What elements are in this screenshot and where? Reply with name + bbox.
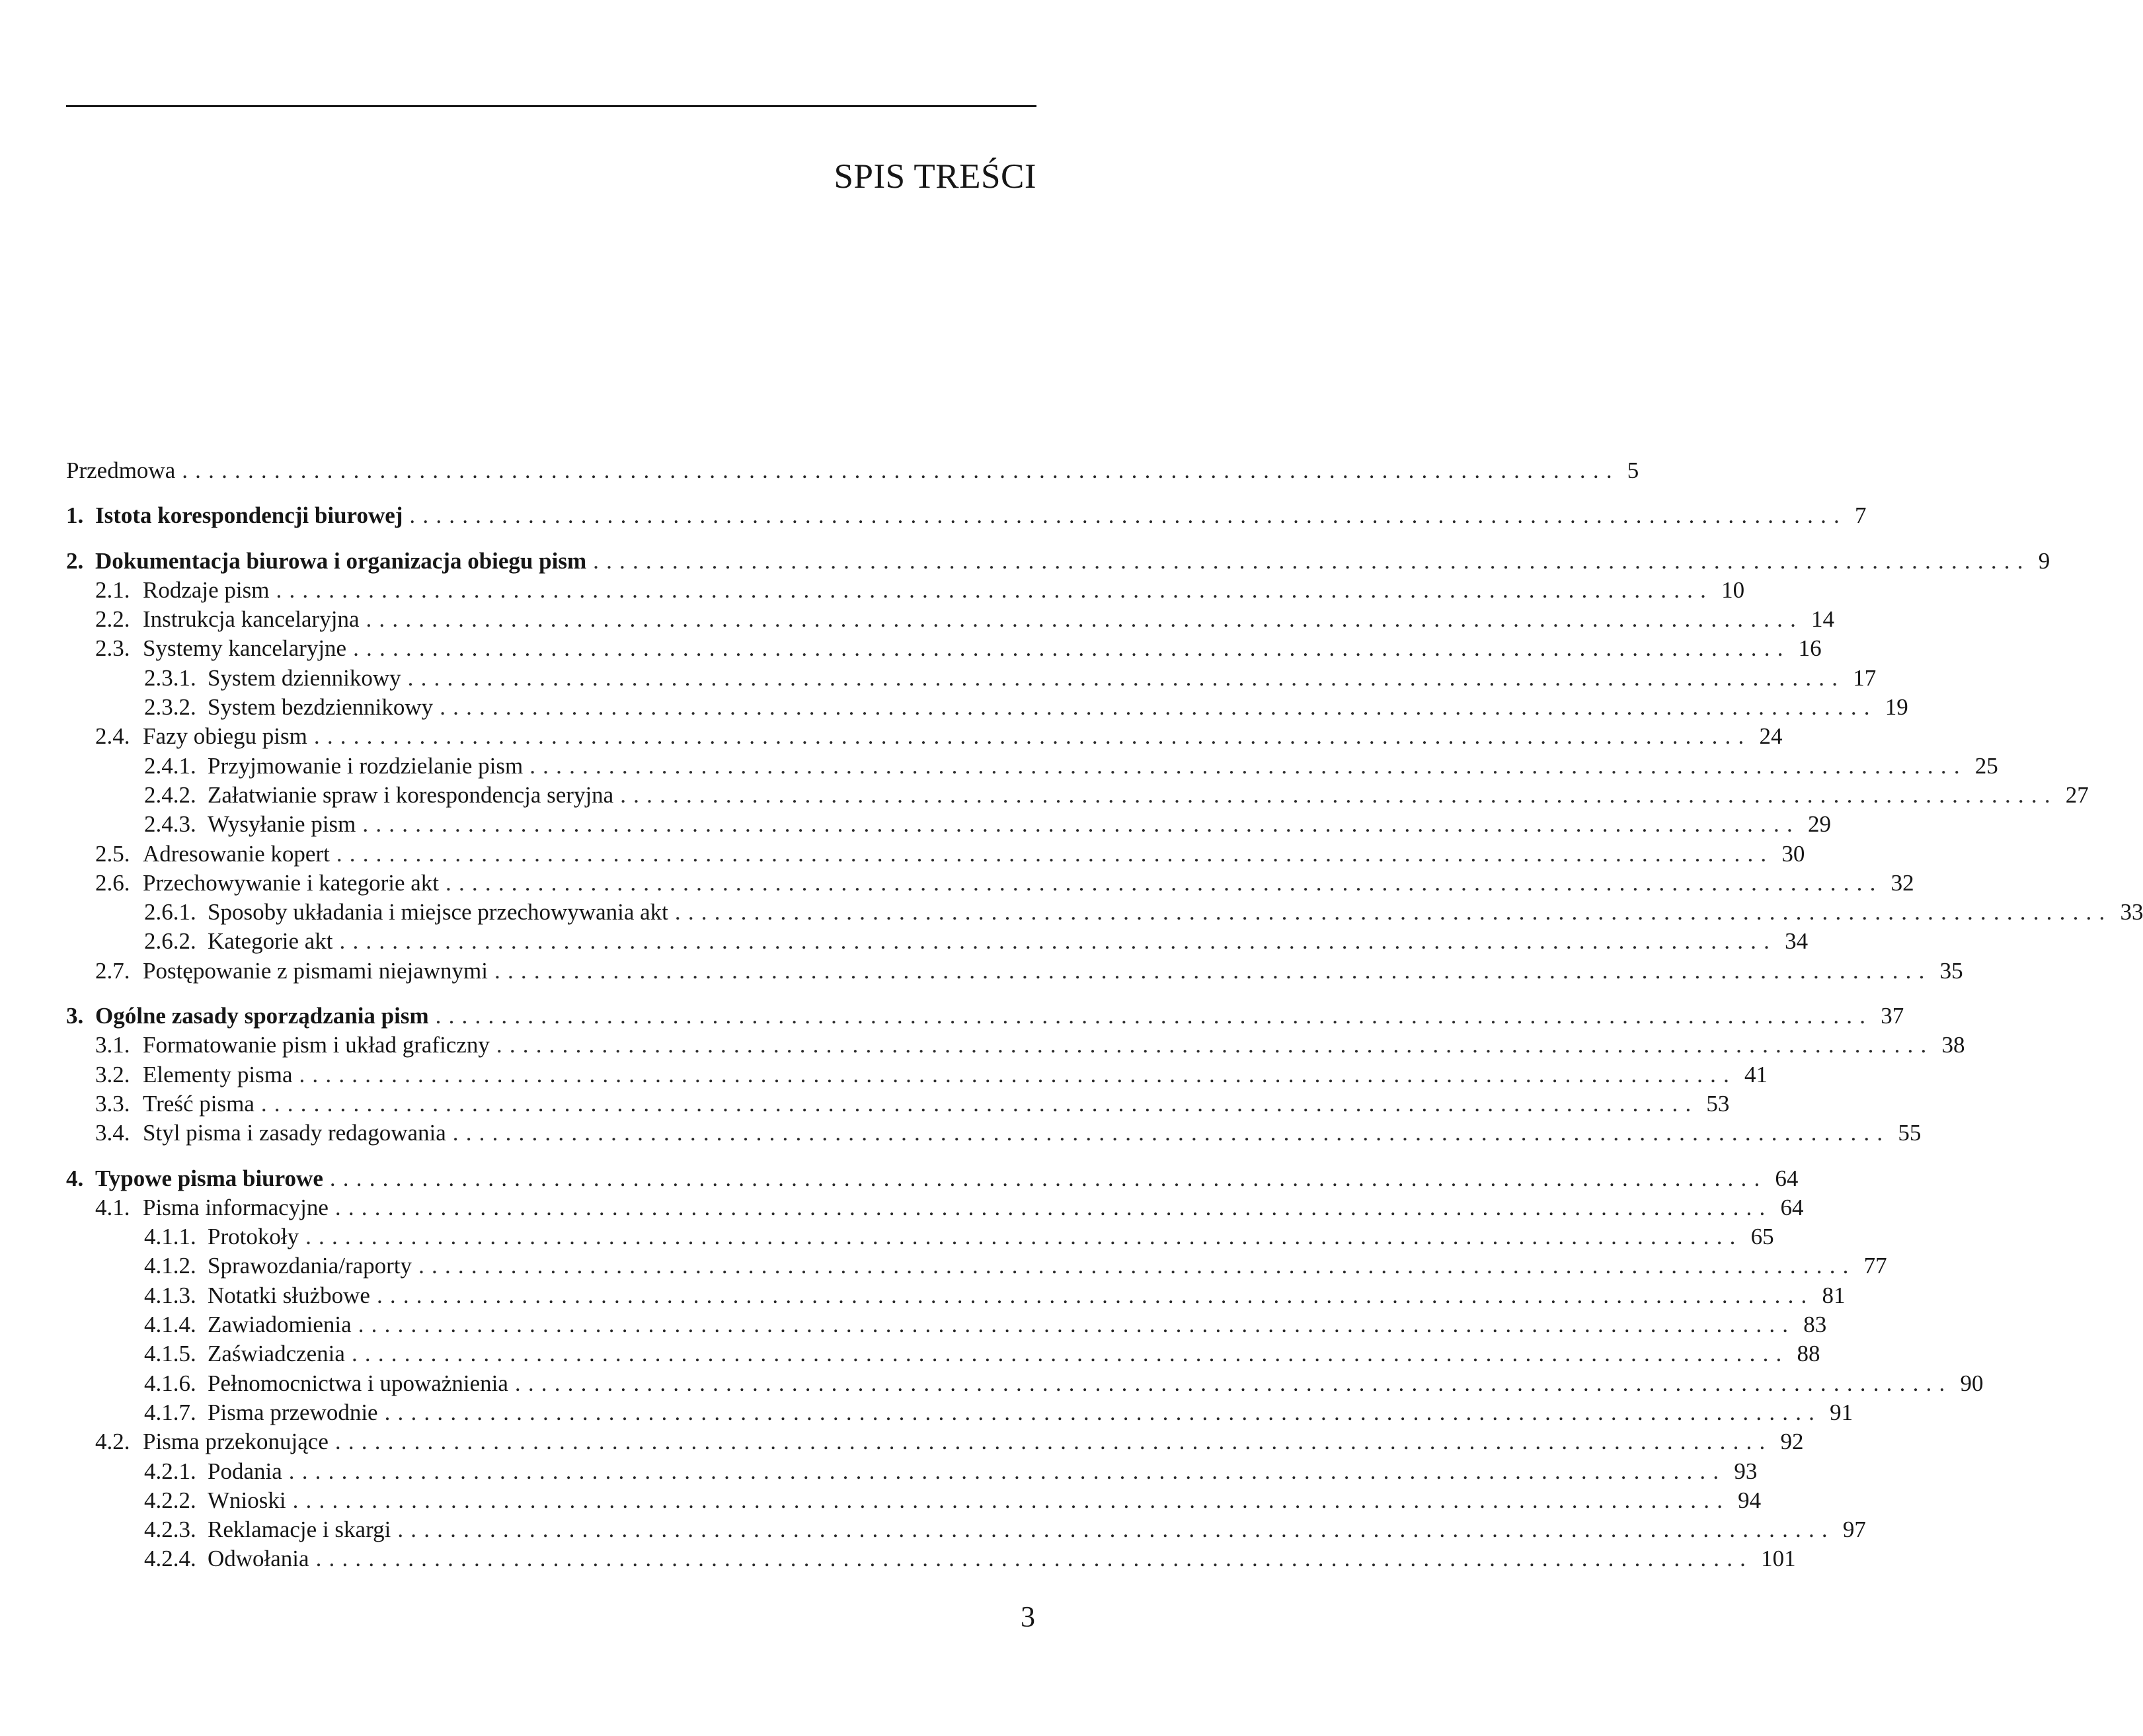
toc-entry-title: Kategorie akt xyxy=(208,928,333,955)
toc-entry-page: 10 xyxy=(1721,576,1745,603)
toc-entry xyxy=(66,501,1867,530)
toc-entry xyxy=(66,810,1831,839)
toc-entry-title: Protokoły xyxy=(208,1224,299,1250)
toc-entry-number: 4.1.2. xyxy=(144,1253,196,1279)
toc-entry-number: 4.2.1. xyxy=(144,1458,196,1484)
toc-entry-number: 2.4.2. xyxy=(144,781,196,808)
toc-entry-title: Zaświadczenia xyxy=(208,1341,345,1367)
toc-entry-title: Postępowanie z pismami niejawnymi xyxy=(143,957,488,984)
dot-leader: ............................................................................................................. xyxy=(334,1194,1773,1220)
toc-entry-page: 9 xyxy=(2038,547,2050,574)
dot-leader: ............................................................................................................. xyxy=(339,928,1777,955)
toc-entry-number: 4. xyxy=(66,1165,84,1191)
toc-entry-number: 4.1.1. xyxy=(144,1224,196,1250)
toc-entry xyxy=(66,1164,1799,1193)
toc-entry-title: Treść pisma xyxy=(143,1090,254,1117)
toc-entry-number: 4.1.7. xyxy=(144,1399,196,1425)
toc-entry xyxy=(66,1193,1804,1222)
toc-entry-number: 3.3. xyxy=(95,1090,130,1117)
toc-entry xyxy=(66,840,1805,869)
toc-entry-page: 29 xyxy=(1807,811,1831,838)
toc-entry-number: 2.3.2. xyxy=(144,694,196,721)
toc-entry xyxy=(66,547,2050,576)
toc-entry-page: 53 xyxy=(1706,1090,1730,1117)
toc-entry-number: 4.2.4. xyxy=(144,1546,196,1572)
toc-entry-number: 3.2. xyxy=(95,1061,130,1087)
toc-entry-page: 93 xyxy=(1734,1458,1758,1484)
toc-entry-title: Sposoby układania i miejsce przechowywania akt xyxy=(208,899,668,926)
toc-entry xyxy=(66,693,1908,722)
toc-entry xyxy=(66,1251,1887,1281)
toc-entry-title: Pisma przewodnie xyxy=(208,1399,378,1425)
toc-entry-page: 33 xyxy=(2120,899,2143,926)
toc-entry-title: Adresowanie kopert xyxy=(143,840,330,867)
toc-entry-number: 4.1.3. xyxy=(144,1282,196,1308)
toc-entry-page: 34 xyxy=(1785,928,1809,955)
dot-leader: ............................................................................................................. xyxy=(514,1370,1953,1396)
toc-entry-page: 7 xyxy=(1854,502,1867,529)
dot-leader: ............................................................................................................. xyxy=(336,840,1774,867)
dot-leader: ............................................................................................................. xyxy=(452,1120,1890,1146)
toc-entry xyxy=(66,1089,1730,1119)
toc-entry xyxy=(66,869,1914,898)
toc-entry-number: 4.1.4. xyxy=(144,1312,196,1338)
toc-entry-number: 4.2.3. xyxy=(144,1517,196,1543)
toc-entry-page: 38 xyxy=(1941,1032,1965,1058)
toc-entry-page: 41 xyxy=(1744,1061,1768,1087)
toc-entry-page: 16 xyxy=(1798,635,1822,662)
toc-entry-page: 14 xyxy=(1811,606,1835,633)
toc-entry-number: 4.2.2. xyxy=(144,1487,196,1513)
toc-entry-page: 91 xyxy=(1830,1399,1853,1425)
toc-entry-page: 19 xyxy=(1885,694,1908,721)
dot-leader: ............................................................................................................. xyxy=(182,457,1619,483)
toc-entry xyxy=(66,1060,1768,1089)
toc-entry-number: 1. xyxy=(66,502,84,529)
dot-leader: ............................................................................................................. xyxy=(418,1253,1856,1279)
toc-entry-title: Pełnomocnictwa i upoważnienia xyxy=(208,1370,508,1396)
toc-entry xyxy=(66,1222,1774,1251)
toc-entry xyxy=(66,1544,1796,1573)
toc-entry-page: 25 xyxy=(1974,752,1998,779)
toc-entry-title: Notatki służbowe xyxy=(208,1282,370,1308)
toc-entry xyxy=(66,722,1783,751)
toc-entry-number: 2.7. xyxy=(95,957,130,984)
dot-leader: ............................................................................................................. xyxy=(313,723,1752,750)
toc-entry-title: Rodzaje pism xyxy=(143,576,270,603)
toc-entry-number: 3.1. xyxy=(95,1032,130,1058)
dot-leader: ............................................................................................................. xyxy=(334,1429,1773,1455)
toc-entry-number: 2.3. xyxy=(95,635,130,662)
dot-leader: ............................................................................................................. xyxy=(440,694,1877,721)
toc-entry-number: 2. xyxy=(66,547,84,574)
dot-leader: ............................................................................................................. xyxy=(366,606,1804,633)
toc-entry-title: Typowe pisma biurowe xyxy=(95,1165,323,1191)
toc-entry-number: 2.6. xyxy=(95,869,130,896)
toc-entry-page: 17 xyxy=(1853,664,1877,691)
dot-leader: ............................................................................................................. xyxy=(299,1061,1737,1087)
toc-entry-number: 3.4. xyxy=(95,1120,130,1146)
toc-entry-title: Instrukcja kancelaryjna xyxy=(143,606,360,633)
toc-entry-title: Formatowanie pism i układ graficzny xyxy=(143,1032,490,1058)
toc-entry xyxy=(66,957,1963,986)
dot-leader: ............................................................................................................. xyxy=(435,1003,1873,1029)
dot-leader: ............................................................................................................. xyxy=(397,1517,1835,1543)
header-rule xyxy=(66,105,1036,107)
toc-entry-number: 2.6.1. xyxy=(144,899,196,926)
dot-leader: ............................................................................................................. xyxy=(353,635,1791,662)
toc-entry-title: Przyjmowanie i rozdzielanie pism xyxy=(208,752,524,779)
toc-entry-page: 37 xyxy=(1881,1003,1904,1029)
toc-entry-title: Elementy pisma xyxy=(143,1061,293,1087)
toc-entry-number: 4.1.5. xyxy=(144,1341,196,1367)
toc-entry xyxy=(66,1031,1965,1060)
toc-entry-page: 35 xyxy=(1939,957,1963,984)
dot-leader: ............................................................................................................. xyxy=(494,957,1932,984)
toc-entry-page: 27 xyxy=(2065,781,2089,808)
toc-entry-title: System dziennikowy xyxy=(208,664,401,691)
toc-entry-page: 77 xyxy=(1863,1253,1887,1279)
dot-leader: ............................................................................................................. xyxy=(674,899,2113,926)
toc-entry-page: 24 xyxy=(1759,723,1783,750)
dot-leader: ............................................................................................................. xyxy=(329,1165,1768,1191)
dot-leader: ............................................................................................................. xyxy=(362,811,1800,838)
toc-entry-number: 2.4.3. xyxy=(144,811,196,838)
toc-entry-number: 4.1.6. xyxy=(144,1370,196,1396)
toc-entry xyxy=(66,752,1998,781)
dot-leader: ............................................................................................................. xyxy=(384,1399,1822,1425)
dot-leader: ............................................................................................................. xyxy=(260,1090,1699,1117)
dot-leader: ............................................................................................................. xyxy=(315,1546,1754,1572)
toc-entry-page: 101 xyxy=(1761,1546,1796,1572)
table-of-contents xyxy=(66,456,2143,1574)
toc-entry xyxy=(66,1457,1758,1486)
toc-entry-page: 64 xyxy=(1780,1194,1804,1220)
toc-entry-number: 3. xyxy=(66,1003,84,1029)
dot-leader: ............................................................................................................. xyxy=(358,1312,1796,1338)
toc-entry-title: Pisma informacyjne xyxy=(143,1194,329,1220)
toc-entry-title: System bezdziennikowy xyxy=(208,694,434,721)
dot-leader: ............................................................................................................. xyxy=(620,781,2058,808)
dot-leader: ............................................................................................................. xyxy=(305,1224,1743,1250)
toc-entry-title: Pisma przekonujące xyxy=(143,1429,329,1455)
dot-leader: ............................................................................................................. xyxy=(276,576,1714,603)
toc-entry-number: 2.1. xyxy=(95,576,130,603)
toc-entry-number: 2.5. xyxy=(95,840,130,867)
dot-leader: ............................................................................................................. xyxy=(407,664,1846,691)
toc-entry xyxy=(66,1119,1922,1148)
dot-leader: ............................................................................................................. xyxy=(351,1341,1789,1367)
toc-entry xyxy=(66,1310,1827,1339)
toc-entry-page: 88 xyxy=(1797,1341,1820,1367)
toc-entry-title: Styl pisma i zasady redagowania xyxy=(143,1120,446,1146)
dot-leader: ............................................................................................................. xyxy=(529,752,1967,779)
toc-entry-number: 2.6.2. xyxy=(144,928,196,955)
toc-entry-page: 94 xyxy=(1738,1487,1762,1513)
toc-entry-title: Systemy kancelaryjne xyxy=(143,635,347,662)
toc-entry-title: Załatwianie spraw i korespondencja seryjna xyxy=(208,781,614,808)
toc-entry-page: 64 xyxy=(1775,1165,1799,1191)
toc-entry-title: Fazy obiegu pism xyxy=(143,723,307,750)
toc-entry xyxy=(66,576,1745,605)
toc-entry-title: Reklamacje i skargi xyxy=(208,1517,391,1543)
toc-entry-title: Zawiadomienia xyxy=(208,1312,352,1338)
toc-entry-number: 4.2. xyxy=(95,1429,130,1455)
toc-entry xyxy=(66,605,1835,634)
toc-entry-title: Przechowywanie i kategorie akt xyxy=(143,869,440,896)
toc-entry xyxy=(66,1281,1846,1310)
toc-entry-title: Przedmowa xyxy=(66,457,176,483)
toc-entry-title: Wysyłanie pism xyxy=(208,811,356,838)
toc-entry-page: 55 xyxy=(1898,1120,1922,1146)
toc-entry-title: Podania xyxy=(208,1458,282,1484)
toc-entry-page: 81 xyxy=(1822,1282,1846,1308)
toc-entry-number: 2.2. xyxy=(95,606,130,633)
toc-entry xyxy=(66,927,1809,956)
dot-leader: ............................................................................................................. xyxy=(376,1282,1814,1308)
toc-entry-number: 4.1. xyxy=(95,1194,130,1220)
toc-entry xyxy=(66,1427,1804,1456)
page-number: 3 xyxy=(1021,1600,1035,1633)
toc-entry-page: 97 xyxy=(1842,1517,1866,1543)
toc-entry-title: Istota korespondencji biurowej xyxy=(95,502,403,529)
toc-entry-number: 2.4.1. xyxy=(144,752,196,779)
dot-leader: ............................................................................................................. xyxy=(292,1487,1731,1513)
toc-entry-number: 2.3.1. xyxy=(144,664,196,691)
toc-entry xyxy=(66,1339,1820,1368)
toc-entry-page: 5 xyxy=(1627,457,1639,483)
toc-entry xyxy=(66,1002,1904,1031)
toc-entry xyxy=(66,1369,1984,1398)
dot-leader: ............................................................................................................. xyxy=(409,502,1847,529)
toc-entry-title: Dokumentacja biurowa i organizacja obiegu pism xyxy=(95,547,587,574)
page-title: SPIS TREŚCI xyxy=(834,157,1036,196)
toc-entry-title: Ogólne zasady sporządzania pism xyxy=(95,1003,429,1029)
toc-entry-page: 90 xyxy=(1960,1370,1984,1396)
toc-entry-page: 83 xyxy=(1803,1312,1827,1338)
dot-leader: ............................................................................................................. xyxy=(288,1458,1727,1484)
toc-entry xyxy=(66,1515,1866,1544)
toc-entry xyxy=(66,456,1639,485)
toc-entry-title: Sprawozdania/raporty xyxy=(208,1253,412,1279)
toc-entry xyxy=(66,634,1822,663)
toc-entry xyxy=(66,781,2089,810)
dot-leader: ............................................................................................................. xyxy=(446,869,1883,896)
toc-entry-page: 30 xyxy=(1781,840,1805,867)
toc-entry-page: 92 xyxy=(1780,1429,1804,1455)
toc-entry-title: Wnioski xyxy=(208,1487,286,1513)
toc-entry xyxy=(66,664,1877,693)
toc-entry-number: 2.4. xyxy=(95,723,130,750)
dot-leader: ............................................................................................................. xyxy=(593,547,2031,574)
toc-entry xyxy=(66,1398,1853,1427)
dot-leader: ............................................................................................................. xyxy=(496,1032,1934,1058)
toc-entry xyxy=(66,898,2143,927)
toc-entry xyxy=(66,1486,1762,1515)
toc-entry-page: 32 xyxy=(1890,869,1914,896)
toc-entry-page: 65 xyxy=(1750,1224,1774,1250)
toc-entry-title: Odwołania xyxy=(208,1546,309,1572)
